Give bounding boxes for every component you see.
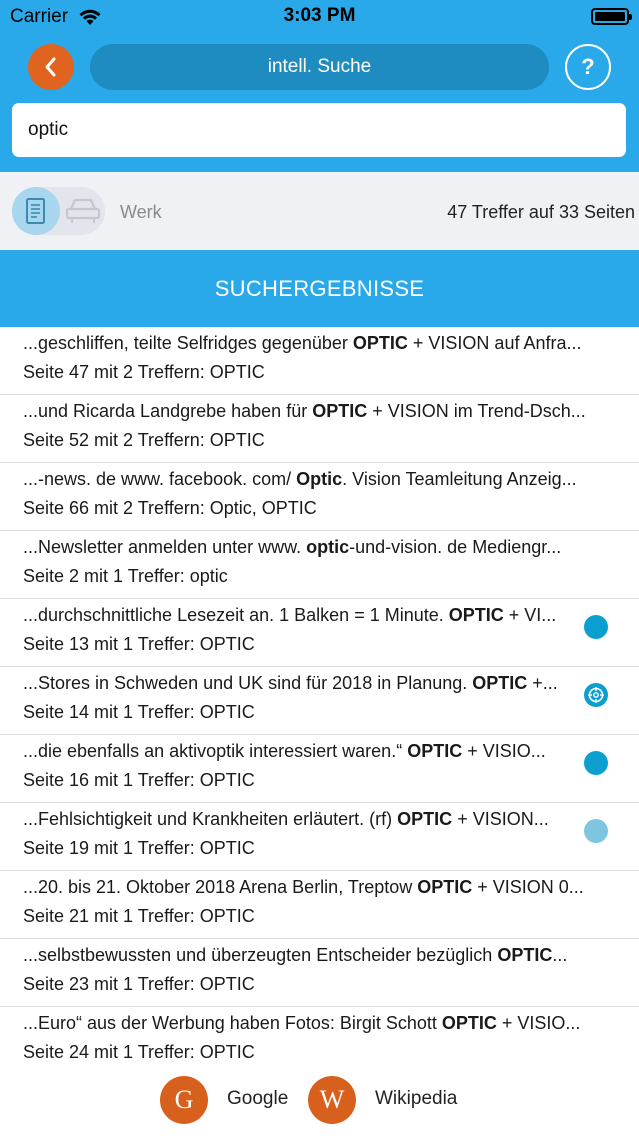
- result-item[interactable]: [0, 599, 639, 667]
- results-list: [0, 327, 639, 1075]
- back-button[interactable]: [28, 44, 74, 90]
- floating-dot[interactable]: [584, 615, 608, 639]
- floating-dot-target[interactable]: [584, 683, 608, 707]
- status-bar: [0, 0, 639, 34]
- result-snippet: ...Euro“ aus der Werbung haben Fotos: Birgit Schott OPTIC + VISIO...: [23, 1013, 581, 1033]
- result-item[interactable]: [0, 463, 639, 531]
- help-button[interactable]: ?: [565, 44, 611, 90]
- book-icon: [24, 197, 48, 225]
- result-page-info: Seite 16 mit 1 Treffer: OPTIC: [23, 770, 255, 790]
- floating-dot[interactable]: [584, 751, 608, 775]
- result-page-info: Seite 66 mit 2 Treffern: Optic, OPTIC: [23, 498, 317, 518]
- crosshair-icon: [587, 686, 605, 704]
- result-snippet: ...durchschnittliche Lesezeit an. 1 Balken = 1 Minute. OPTIC + VI...: [23, 605, 557, 625]
- mode-toggle[interactable]: [12, 187, 105, 235]
- google-button[interactable]: G: [160, 1076, 208, 1124]
- floating-dot[interactable]: [584, 819, 608, 843]
- result-item[interactable]: [0, 1007, 639, 1075]
- page-title: intell. Suche: [90, 44, 549, 90]
- search-input[interactable]: [12, 103, 626, 157]
- result-snippet: ...geschliffen, teilte Selfridges gegenüber OPTIC + VISION auf Anfra...: [23, 333, 582, 353]
- result-page-info: Seite 14 mit 1 Treffer: OPTIC: [23, 702, 255, 722]
- results-banner: SUCHERGEBNISSE: [0, 250, 639, 327]
- google-label[interactable]: Google: [227, 1088, 289, 1109]
- result-item[interactable]: [0, 531, 639, 599]
- result-page-info: Seite 19 mit 1 Treffer: OPTIC: [23, 838, 255, 858]
- car-icon: [64, 195, 102, 227]
- result-snippet: ...selbstbewussten und überzeugten Entscheider bezüglich OPTIC...: [23, 945, 568, 965]
- result-page-info: Seite 2 mit 1 Treffer: optic: [23, 566, 228, 586]
- result-item[interactable]: [0, 327, 639, 395]
- result-page-info: Seite 23 mit 1 Treffer: OPTIC: [23, 974, 255, 994]
- result-snippet: ...die ebenfalls an aktivoptik interessiert waren.“ OPTIC + VISIO...: [23, 741, 546, 761]
- hits-count: 47 Treffer auf 33 Seiten: [447, 202, 635, 222]
- footer-links: [0, 1072, 639, 1136]
- clock: 3:03 PM: [283, 5, 356, 26]
- result-page-info: Seite 21 mit 1 Treffer: OPTIC: [23, 906, 255, 926]
- mode-label: Werk: [120, 202, 162, 222]
- result-snippet: ...und Ricarda Landgrebe haben für OPTIC + VISION im Trend-Dsch...: [23, 401, 586, 421]
- result-snippet: ...20. bis 21. Oktober 2018 Arena Berlin, Treptow OPTIC + VISION 0...: [23, 877, 584, 897]
- chevron-left-icon: [42, 56, 60, 78]
- battery-icon: [591, 8, 629, 25]
- result-page-info: Seite 13 mit 1 Treffer: OPTIC: [23, 634, 255, 654]
- result-item[interactable]: [0, 871, 639, 939]
- result-item[interactable]: [0, 939, 639, 1007]
- wikipedia-button[interactable]: W: [308, 1076, 356, 1124]
- result-item[interactable]: [0, 735, 639, 803]
- result-snippet: ...Newsletter anmelden unter www. optic-und-vision. de Mediengr...: [23, 537, 562, 557]
- carrier-label: Carrier: [10, 6, 69, 27]
- result-snippet: ...Fehlsichtigkeit und Krankheiten erläutert. (rf) OPTIC + VISION...: [23, 809, 549, 829]
- result-item[interactable]: [0, 803, 639, 871]
- result-item[interactable]: [0, 667, 639, 735]
- result-snippet: ...Stores in Schweden und UK sind für 2018 in Planung. OPTIC +...: [23, 673, 558, 693]
- app-header: [0, 0, 639, 172]
- result-page-info: Seite 52 mit 2 Treffern: OPTIC: [23, 430, 265, 450]
- result-page-info: Seite 47 mit 2 Treffern: OPTIC: [23, 362, 265, 382]
- result-page-info: Seite 24 mit 1 Treffer: OPTIC: [23, 1042, 255, 1062]
- wikipedia-label[interactable]: Wikipedia: [375, 1088, 458, 1109]
- filter-bar: [0, 172, 639, 250]
- result-item[interactable]: [0, 395, 639, 463]
- result-snippet: ...-news. de www. facebook. com/ Optic. Vision Teamleitung Anzeig...: [23, 469, 577, 489]
- toggle-knob[interactable]: [12, 187, 60, 235]
